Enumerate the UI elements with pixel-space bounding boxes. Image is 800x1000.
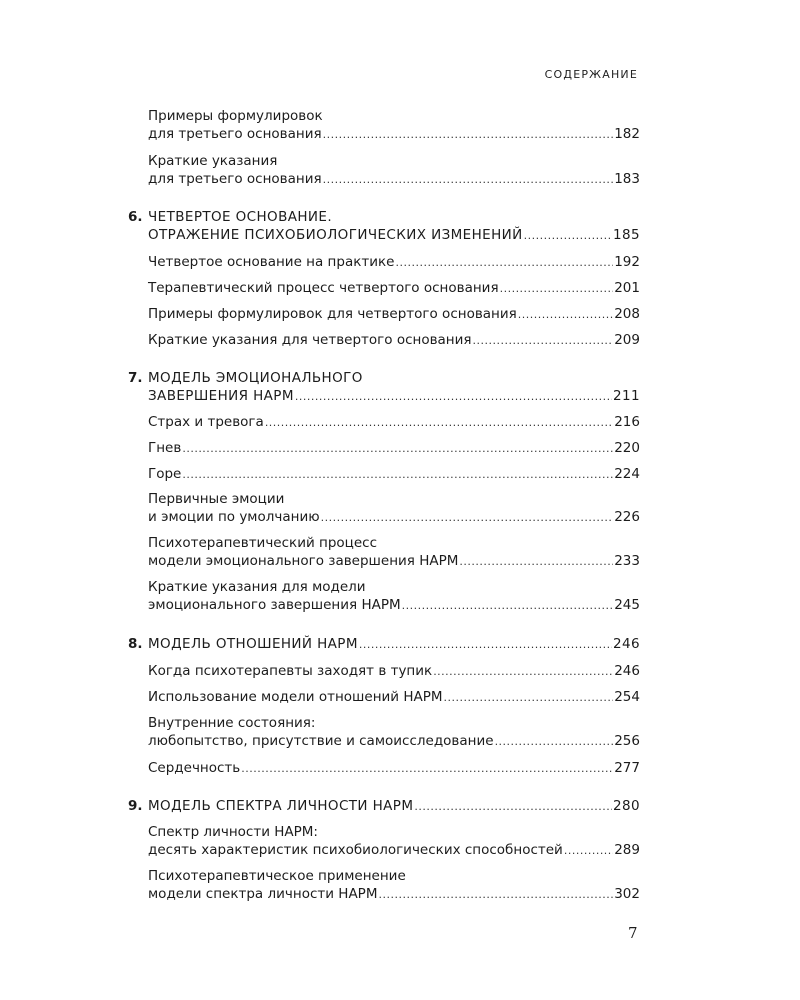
toc-entry-title: Терапевтический процесс четвертого основания: [148, 280, 499, 296]
chapter-title: ЗАВЕРШЕНИЯ НАРМ: [148, 388, 294, 404]
toc-page-number: 226: [614, 509, 640, 525]
toc-entry-title: Краткие указания для модели: [148, 579, 366, 595]
page-number: 7: [628, 924, 638, 942]
toc-entry[interactable]: [148, 732, 640, 751]
dot-leader: [414, 798, 612, 816]
toc-page-number: 246: [613, 636, 640, 652]
toc-entry-title: Четвертое основание на практике: [148, 254, 395, 270]
dot-leader: [321, 509, 614, 527]
chapter-title: ОТРАЖЕНИЕ ПСИХОБИОЛОГИЧЕСКИХ ИЗМЕНЕНИЙ: [148, 227, 523, 243]
toc-entry[interactable]: [148, 279, 640, 298]
toc-entry[interactable]: [148, 508, 640, 527]
toc-page-number: 182: [614, 126, 640, 142]
dot-leader: [295, 388, 612, 406]
dot-leader: [395, 254, 613, 272]
dot-leader: [323, 171, 614, 189]
toc-entry-title: Гнев: [148, 440, 182, 456]
toc-entry-title: Психотерапевтическое применение: [148, 868, 406, 884]
toc-entry[interactable]: [148, 465, 640, 484]
dot-leader: [433, 663, 613, 681]
toc-entry-title: Спектр личности НАРМ:: [148, 824, 318, 840]
chapter-title: МОДЕЛЬ СПЕКТРА ЛИЧНОСТИ НАРМ: [148, 798, 414, 814]
dot-leader: [241, 760, 613, 778]
toc-entry-title: модели эмоционального завершения НАРМ: [148, 553, 459, 569]
toc-entry[interactable]: [148, 885, 640, 904]
dot-leader: [378, 886, 613, 904]
toc-page-number: 220: [614, 440, 640, 456]
toc-entry[interactable]: [148, 331, 640, 350]
dot-leader: [500, 280, 614, 298]
toc-chapter-entry[interactable]: [148, 797, 640, 816]
dot-leader: [444, 689, 614, 707]
toc-entry-title: Использование модели отношений НАРМ: [148, 689, 443, 705]
toc-entry-title: Примеры формулировок: [148, 108, 323, 124]
chapter-number: 9.: [128, 798, 143, 814]
toc-page-number: 245: [614, 597, 640, 613]
toc-entry[interactable]: [148, 125, 640, 144]
toc-entry-title: для третьего основания: [148, 171, 322, 187]
dot-leader: [402, 597, 614, 615]
toc-page-number: 201: [614, 280, 640, 296]
toc-page-number: 256: [614, 733, 640, 749]
toc-page-number: 289: [614, 842, 640, 858]
toc-entry[interactable]: [148, 552, 640, 571]
toc-page-number: 302: [614, 886, 640, 902]
chapter-title: МОДЕЛЬ ОТНОШЕНИЙ НАРМ: [148, 636, 358, 652]
toc-entry-title: Внутренние состояния:: [148, 715, 316, 731]
running-header: СОДЕРЖАНИЕ: [544, 68, 638, 81]
toc-entry[interactable]: [148, 841, 640, 860]
dot-leader: [359, 636, 612, 654]
dot-leader: [564, 842, 613, 860]
toc-chapter-entry[interactable]: [148, 387, 640, 406]
toc-entry[interactable]: [148, 688, 640, 707]
toc-page-number: 183: [614, 171, 640, 187]
toc-entry[interactable]: [148, 305, 640, 324]
dot-leader: [459, 553, 613, 571]
toc-entry-title: десять характеристик психобиологических способностей: [148, 842, 563, 858]
toc-entry-title: для третьего основания: [148, 126, 322, 142]
toc-page-number: 277: [614, 760, 640, 776]
chapter-number: 7.: [128, 370, 143, 386]
toc-entry[interactable]: [148, 413, 640, 432]
toc-entry-title: Краткие указания для четвертого основания: [148, 332, 472, 348]
dot-leader: [182, 466, 613, 484]
toc-entry-title: Примеры формулировок для четвертого основания: [148, 306, 517, 322]
toc-page-number: 224: [614, 466, 640, 482]
toc-page-number: 185: [613, 227, 640, 243]
toc-entry-title: Краткие указания: [148, 153, 278, 169]
dot-leader: [524, 227, 612, 245]
toc-entry[interactable]: [148, 662, 640, 681]
toc-entry-title: Когда психотерапевты заходят в тупик: [148, 663, 433, 679]
toc-entry-title: Страх и тревога: [148, 414, 264, 430]
toc-entry[interactable]: [148, 170, 640, 189]
toc-entry-title: Сердечность: [148, 760, 241, 776]
toc-chapter-entry[interactable]: [148, 635, 640, 654]
toc-page-number: 254: [614, 689, 640, 705]
toc-chapter-entry[interactable]: [148, 226, 640, 245]
toc-page-number: 192: [614, 254, 640, 270]
toc-page-number: 216: [614, 414, 640, 430]
toc-entry-title: модели спектра личности НАРМ: [148, 886, 378, 902]
dot-leader: [518, 306, 613, 324]
chapter-title: ЧЕТВЕРТОЕ ОСНОВАНИЕ.: [148, 209, 333, 225]
dot-leader: [473, 332, 614, 350]
toc-entry-title: Горе: [148, 466, 182, 482]
toc-entry-title: и эмоции по умолчанию: [148, 509, 320, 525]
toc-page-number: 208: [614, 306, 640, 322]
toc-entry-title: Психотерапевтический процесс: [148, 535, 378, 551]
toc-page-number: 280: [613, 798, 640, 814]
toc-page-number: 209: [614, 332, 640, 348]
chapter-number: 6.: [128, 209, 143, 225]
dot-leader: [323, 126, 614, 144]
dot-leader: [265, 414, 613, 432]
dot-leader: [182, 440, 613, 458]
chapter-title: МОДЕЛЬ ЭМОЦИОНАЛЬНОГО: [148, 370, 363, 386]
toc-entry-title: Первичные эмоции: [148, 491, 285, 507]
toc-entry[interactable]: [148, 596, 640, 615]
dot-leader: [495, 733, 614, 751]
toc-entry-title: эмоционального завершения НАРМ: [148, 597, 401, 613]
toc-entry[interactable]: [148, 253, 640, 272]
toc-page-number: 246: [614, 663, 640, 679]
toc-entry[interactable]: [148, 759, 640, 778]
toc-entry-title: любопытство, присутствие и самоисследование: [148, 733, 494, 749]
chapter-number: 8.: [128, 636, 143, 652]
toc-entry[interactable]: [148, 439, 640, 458]
toc-page-number: 211: [613, 388, 640, 404]
toc-page-number: 233: [614, 553, 640, 569]
